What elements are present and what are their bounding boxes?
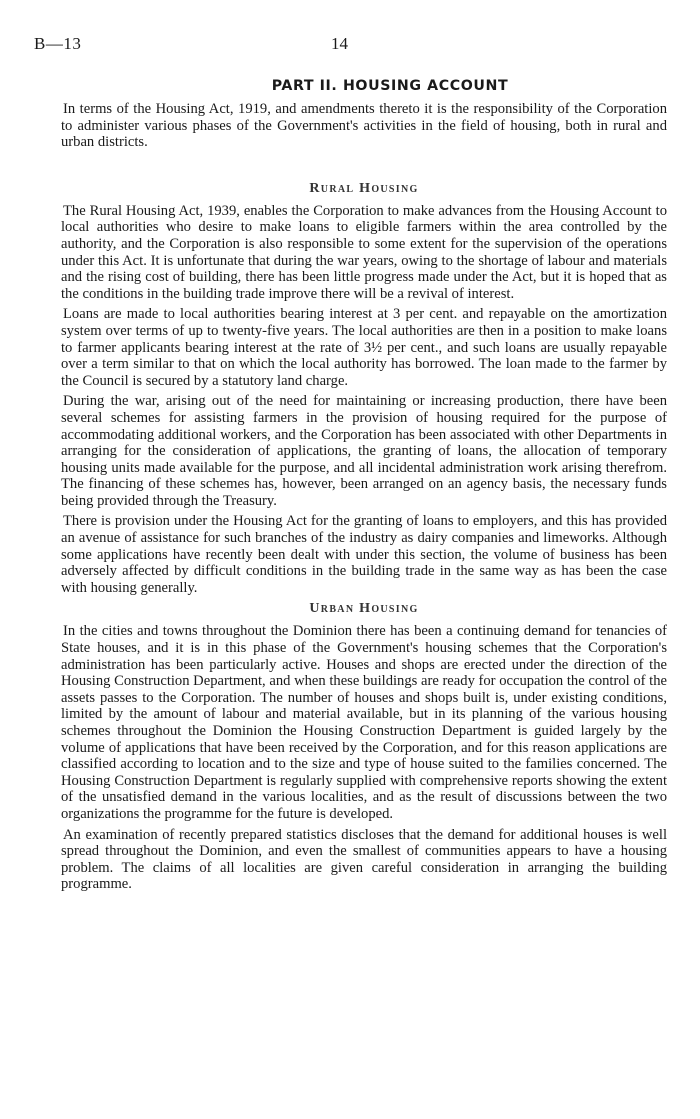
urban-housing-section <box>61 601 667 893</box>
rural-paragraph-3: During the war, arising out of the need for maintaining or increasing production, there have been several schemes for assisting farmers in the provision of housing required for the purpose of accommodating additional workers, and the Corporation has been associated with other Departments in arranging for the consideration of applications, the granting of loans, the allocation of temporary housing units made available for the purpose, and all incidental administration work arising therefrom. The financing of these schemes has, however, been arranged on an agency basis, the necessary funds being provided through the Treasury. <box>61 393 667 509</box>
rural-housing-heading: Rural Housing <box>309 180 419 196</box>
rural-housing-section <box>61 181 667 597</box>
urban-housing-heading: Urban Housing <box>309 601 419 617</box>
intro-paragraph: In terms of the Housing Act, 1919, and amendments thereto it is the responsibility of the Corporation to administer various phases of the Government's activities in the field of housing, both in rural and urban districts. <box>61 101 667 151</box>
urban-paragraph-1: In the cities and towns throughout the Dominion there has been a continuing demand for tenancies of State houses, and it is in this phase of the Government's housing schemes that the Corporation's administration has been particularly active. Houses and shops are erected under the direction of the Housing Construction Department, and when these buildings are ready for occupation the control of the assets passes to the Corporation. The number of houses and shops built is, under existing conditions, limited by the amount of labour and material available, but in its planning of the various housing schemes throughout the Dominion the Housing Construction Department is guided largely by the volume of applications that have been received by the Corporation, and for this reason applications are classified according to location and to the size and type of house suited to the families concerned. The Housing Construction Department is regularly supplied with comprehensive reports showing the extent of the unsatisfied demand in the various localities, and as the result of discussions between the two organizations the programme for the future is developed. <box>61 623 667 822</box>
page-reference: B—13 <box>34 34 82 53</box>
document-body <box>61 78 667 897</box>
page-number: 14 <box>331 34 348 53</box>
rural-paragraph-4: There is provision under the Housing Act for the granting of loans to employers, and this has provided an avenue of assistance for such branches of the industry as dairy companies and limeworks. Although some applications have recently been dealt with under this section, the volume of business has been adversely affected by difficult conditions in the building trade in the same way as has been the case with housing generally. <box>61 513 667 596</box>
rural-paragraph-2: Loans are made to local authorities bearing interest at 3 per cent. and repayable on the amortization system over terms of up to twenty-five years. The local authorities are then in a position to make loans to farmer applicants bearing interest at the rate of 3½ per cent., and such loans are usually repayable over a term similar to that on which the local authority has borrowed. The loan made to the farmer by the Council is secured by a statutory land charge. <box>61 306 667 389</box>
rural-paragraph-1: The Rural Housing Act, 1939, enables the Corporation to make advances from the Housing Account to local authorities who desire to make loans to eligible farmers within the area controlled by the authority, and the Corporation is also responsible to some extent for the supervision of the operations under this Act. It is unfortunate that during the war years, owing to the shortage of labour and materials and the rising cost of building, there has been little progress made under the Act, but it is hoped that as the conditions in the building trade improve there will be a revival of interest. <box>61 202 667 302</box>
urban-paragraph-2: An examination of recently prepared statistics discloses that the demand for additional houses is well spread throughout the Dominion, and even the smallest of communities appears to have a housing problem. The claims of all localities are given careful consideration in arranging the building programme. <box>61 826 667 893</box>
page-title: PART II. HOUSING ACCOUNT <box>271 78 509 94</box>
